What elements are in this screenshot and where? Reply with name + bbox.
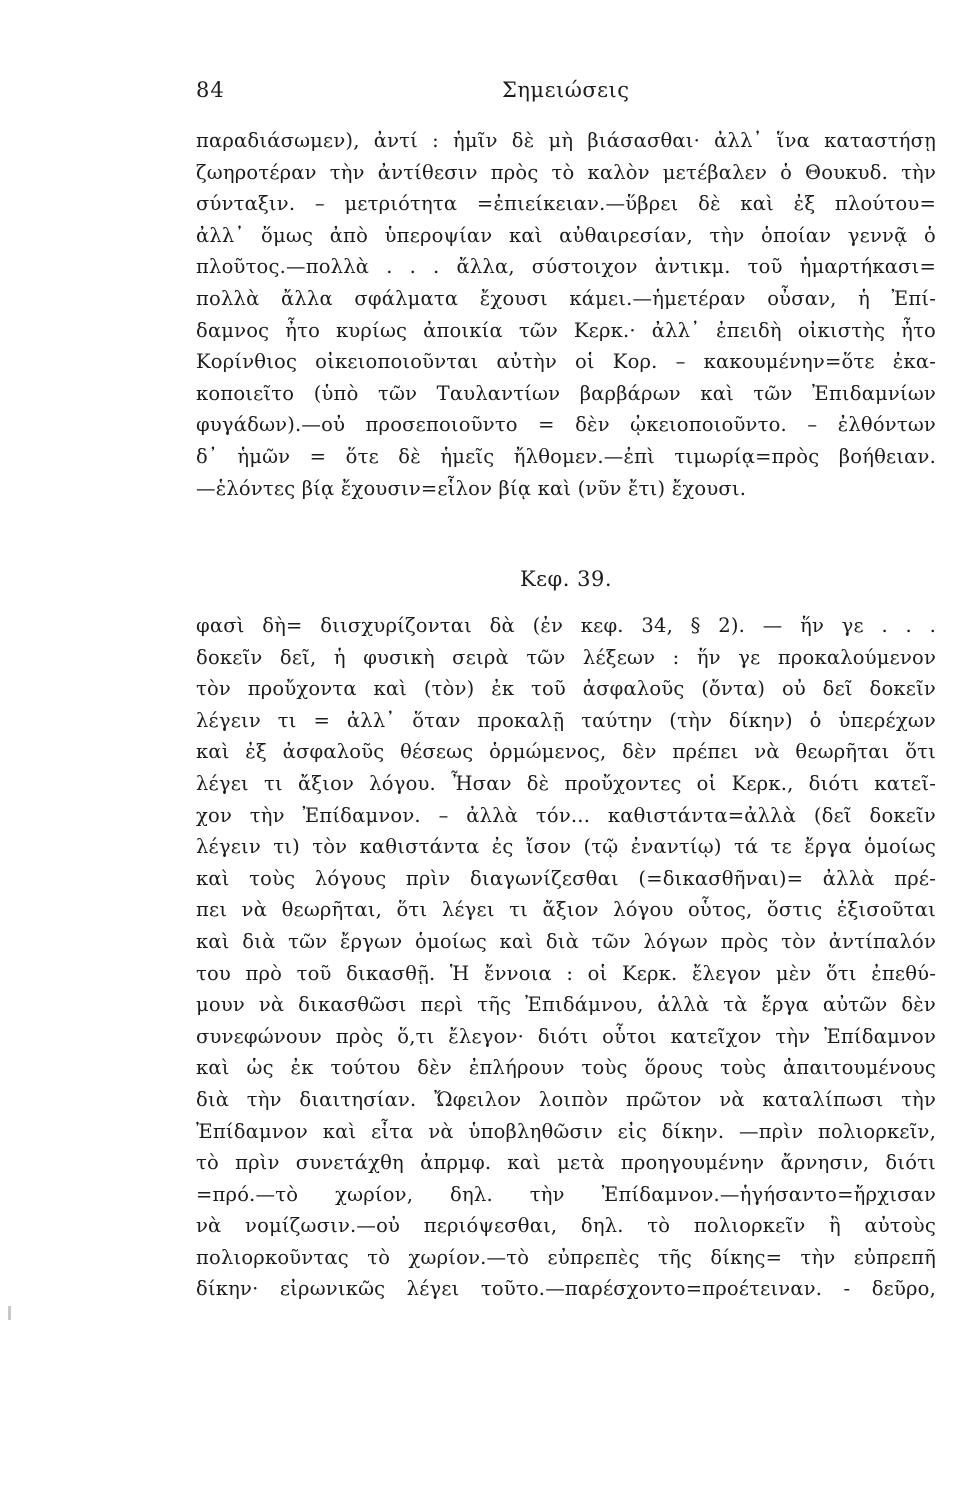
text-line: ζωηροτέραν τὴν ἀντίθεσιν πρὸς τὸ καλὸν μετέβαλεν ὁ Θουκυδ. τὴν xyxy=(196,160,936,184)
text-line: σύνταξιν. – μετριότητα =ἐπιείκειαν.—ὕβρει δὲ καὶ ἐξ πλούτου= xyxy=(196,192,936,216)
text-line: δαμνος ἦτο κυρίως ἀποικία τῶν Κερκ.· ἀλλ᾽ ἐπειδὴ οἰκιστὴς ἦτο xyxy=(196,318,936,342)
notes-text-block-2 xyxy=(196,610,936,1305)
text-line: δοκεῖν δεῖ, ἡ φυσικὴ σειρὰ τῶν λέξεων : ἥν γε προκαλούμενον xyxy=(196,645,936,669)
text-line: καὶ διὰ τῶν ἔργων ὁμοίως καὶ διὰ τῶν λόγων πρὸς τὸν ἀντίπαλόν xyxy=(196,929,936,953)
text-line: δ᾽ ἡμῶν = ὅτε δὲ ἡμεῖς ἤλθομεν.—ἐπὶ τιμωρίᾳ=πρὸς βοήθειαν. xyxy=(196,444,936,468)
page-header xyxy=(196,78,936,108)
text-line: συνεφώνουν πρὸς ὅ,τι ἔλεγον· διότι οὗτοι κατεῖχον τὴν Ἐπίδαμνον xyxy=(196,1024,936,1048)
text-line: του πρὸ τοῦ δικασθῇ. Ἡ ἔννοια : οἱ Κερκ. ἔλεγον μὲν ὅτι ἐπεθύ- xyxy=(196,961,936,985)
text-line: λέγειν τι) τὸν καθιστάντα ἐς ἴσον (τῷ ἐναντίῳ) τά τε ἔργα ὁμοίως xyxy=(196,835,936,859)
notes-text-block-1 xyxy=(196,125,936,504)
text-line: κοποιεῖτο (ὑπὸ τῶν Ταυλαντίων βαρβάρων καὶ τῶν Ἐπιδαμνίων xyxy=(196,381,936,405)
text-line: φυγάδων).—οὐ προσεποιοῦντο = δὲν ᾠκειοποιοῦντο. – ἐλθόντων xyxy=(196,413,936,437)
text-line: μουν νὰ δικασθῶσι περὶ τῆς Ἐπιδάμνου, ἀλλὰ τὰ ἔργα αὐτῶν δὲν xyxy=(196,993,936,1017)
text-line: λέγει τι ἄξιον λόγου. Ἦσαν δὲ προὔχοντες οἱ Κερκ., διότι κατεῖ- xyxy=(196,771,936,795)
text-line: Ἐπίδαμνον καὶ εἶτα νὰ ὑποβληθῶσιν εἰς δίκην. —πρὶν πολιορκεῖν, xyxy=(196,1119,936,1143)
text-line: φασὶ δὴ= διισχυρίζονται δὰ (ἐν κεφ. 34, § 2). — ἥν γε . . . xyxy=(196,614,936,637)
text-line: χον τὴν Ἐπίδαμνον. – ἀλλὰ τόν... καθιστάντα=ἀλλὰ (δεῖ δοκεῖν xyxy=(196,803,936,827)
text-line: λέγειν τι = ἀλλ᾽ ὅταν προκαλῇ ταύτην (τὴν δίκην) ὁ ὑπερέχων xyxy=(196,708,936,732)
text-line: καὶ τοὺς λόγους πρὶν διαγωνίζεσθαι (=δικασθῆναι)= ἀλλὰ πρέ- xyxy=(196,866,936,890)
margin-speck xyxy=(8,1306,11,1320)
text-line: —ἑλόντες βίᾳ ἔχουσιν=εἷλον βίᾳ καὶ (νῦν ἔτι) ἔχουσι. xyxy=(196,476,747,500)
text-line: πολλὰ ἄλλα σφάλματα ἔχουσι κάμει.—ἡμετέραν οὖσαν, ἡ Ἐπί- xyxy=(196,286,936,310)
text-line: πει νὰ θεωρῆται, ὅτι λέγει τι ἄξιον λόγου οὗτος, ὅστις ἐξισοῦται xyxy=(196,898,936,922)
text-line: πολιορκοῦντας τὸ χωρίον.—τὸ εὐπρεπὲς τῆς δίκης= τὴν εὐπρεπῆ xyxy=(196,1245,936,1269)
running-head: Σημειώσεις xyxy=(502,78,630,102)
text-line: καὶ ἐξ ἀσφαλοῦς θέσεως ὁρμώμενος, δὲν πρέπει νὰ θεωρῆται ὅτι xyxy=(196,740,936,764)
text-line: παραδιάσωμεν), ἀντί : ἡμῖν δὲ μὴ βιάσασθαι· ἀλλ᾽ ἵνα καταστήσῃ xyxy=(196,129,936,152)
text-line: τὸ πρὶν συνετάχθη ἀπρμφ. καὶ μετὰ προηγουμένην ἄρνησιν, διότι xyxy=(196,1151,936,1175)
text-line: διὰ τὴν διαιτησίαν. Ὤφειλον λοιπὸν πρῶτον νὰ καταλίπωσι τὴν xyxy=(196,1087,936,1111)
text-line: δίκην· εἰρωνικῶς λέγει τοῦτο.—παρέσχοντο=προέτειναν. - δεῦρο, xyxy=(196,1277,936,1301)
text-line: νὰ νομίζωσιν.—οὐ περιόψεσθαι, δηλ. τὸ πολιορκεῖν ἢ αὐτοὺς xyxy=(196,1214,936,1238)
text-line: τὸν προὔχοντα καὶ (τὸν) ἐκ τοῦ ἀσφαλοῦς (ὄντα) οὐ δεῖ δοκεῖν xyxy=(196,677,936,701)
text-line: πλοῦτος.—πολλὰ . . . ἄλλα, σύστοιχον ἀντικμ. τοῦ ἡμαρτήκασι= xyxy=(196,255,936,279)
text-line: ἀλλ᾽ ὅμως ἀπὸ ὑπεροψίαν καὶ αὐθαιρεσίαν, τὴν ὁποίαν γεννᾷ ὁ xyxy=(196,223,936,247)
text-line: καὶ ὡς ἐκ τούτου δὲν ἐπλήρουν τοὺς ὅρους τοὺς ἀπαιτουμένους xyxy=(196,1056,936,1080)
text-line: =πρό.—τὸ χωρίον, δηλ. τὴν Ἐπίδαμνον.—ἡγήσαντο=ἤρχισαν xyxy=(196,1182,936,1206)
text-line: Κορίνθιος οἰκειοποιοῦνται αὐτὴν οἱ Κορ. – κακουμένην=ὅτε ἐκα- xyxy=(196,350,936,374)
page-number: 84 xyxy=(196,78,225,102)
chapter-heading: Κεφ. 39. xyxy=(519,567,613,591)
